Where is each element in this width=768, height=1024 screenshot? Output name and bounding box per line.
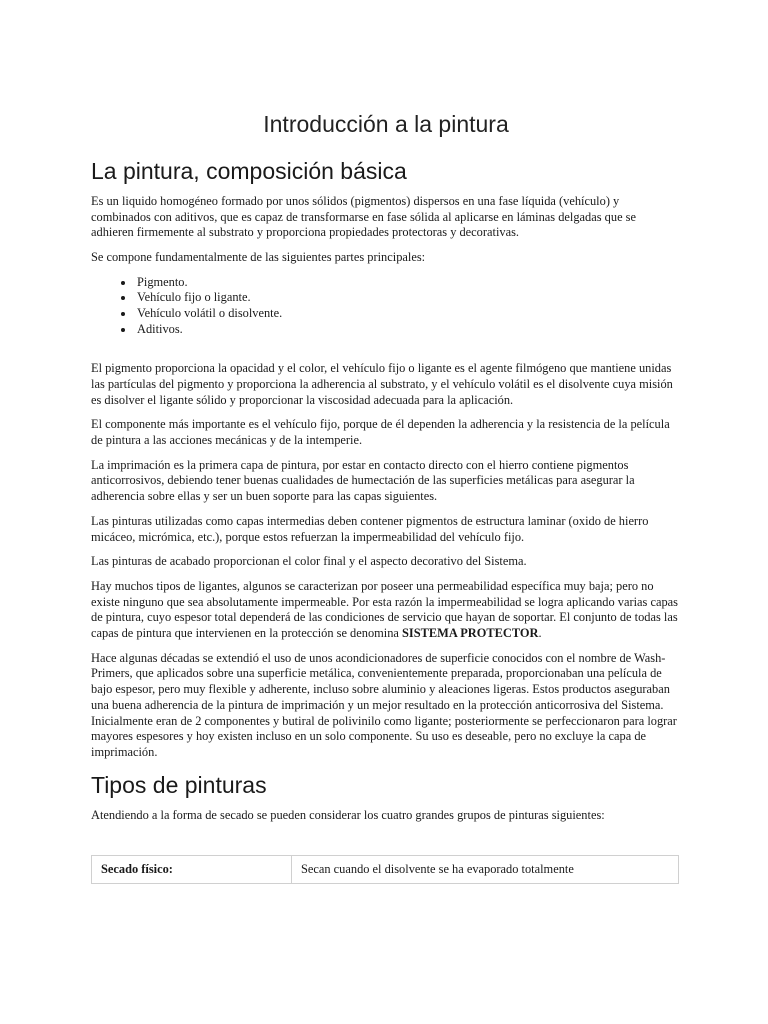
table-cell-label: Secado físico:: [92, 856, 292, 884]
paragraph-drying-intro: Atendiendo a la forma de secado se pueden considerar los cuatro grandes grupos de pinturas siguientes:: [91, 807, 605, 822]
paragraph-definition: Es un liquido homogéneo formado por unos sólidos (pigmentos) dispersos en una fase líquida (vehículo) y combinados con aditivos, que es capaz de transformarse en fase sólida al aplicarse en láminas delgadas que se adhieren firmemente al substrato y proporciona propiedades protectoras y decorativas.: [91, 194, 636, 240]
paragraph-binders: [91, 579, 681, 642]
paragraph-pigment: El pigmento proporciona la opacidad y el color, el vehículo fijo o ligante es el agente filmógeno que mantiene unidas las partículas del pigmento y proporciona la adherencia al substrato, y el vehículo volátil es el disolvente cuya misión es disolver el ligante sólido y proporcionar la viscosidad adecuada para la aplicación.: [91, 361, 673, 407]
document-title: Introducción a la pintura: [263, 111, 509, 137]
paragraph-intermediate: Las pinturas utilizadas como capas intermedias deben contener pigmentos de estructura laminar (oxido de hierro micáceo, micrómica, etc.), porque estos refuerzan la impermeabilidad del vehículo fijo.: [91, 513, 649, 544]
list-item: • Vehículo fijo o ligante.: [135, 290, 681, 306]
section-heading-composition: La pintura, composición básica: [91, 158, 407, 184]
table-cell-description: Secan cuando el disolvente se ha evaporado totalmente: [292, 856, 679, 884]
paragraph-binders-text: Hay muchos tipos de ligantes, algunos se caracterizan por poseer una permeabilidad específica muy baja; pero no existe ninguno que sea absolutamente impermeable. Por esta razón la impermeabilidad se logra aplicando varias capas de pintura, cuyo espesor total dependerá de las condiciones de servicio que hayan de soportar. El conjunto de todas las capas de pintura que intervienen en la protección se denomina: [91, 578, 678, 641]
section-heading-paint-types: Tipos de pinturas: [91, 771, 267, 798]
paragraph-primer: La imprimación es la primera capa de pintura, por estar en contacto directo con el hierro contiene pigmentos anticorrosivos, debiendo tener buenas cualidades de humectación de las superficies metálicas para asegurar la adherencia sobre ellas y ser un buen soporte para las capas siguientes.: [91, 457, 635, 504]
document-content: [91, 108, 681, 884]
list-item: • Aditivos.: [135, 322, 681, 338]
paragraph-parts-intro: Se compone fundamentalmente de las siguientes partes principales:: [91, 250, 426, 265]
parts-list: [91, 275, 681, 337]
sistema-protector-term: SISTEMA PROTECTOR: [402, 626, 539, 641]
paragraph-binders-end: .: [538, 626, 542, 641]
drying-table: [91, 855, 679, 884]
list-item: • Pigmento.: [135, 275, 681, 291]
paragraph-main-component: El componente más importante es el vehículo fijo, porque de él dependen la adherencia y la resistencia de la película de pintura a las acciones mecánicas y de la intemperie.: [91, 417, 670, 447]
list-item: • Vehículo volátil o disolvente.: [135, 306, 681, 322]
paragraph-wash-primers: Hace algunas décadas se extendió el uso de unos acondicionadores de superficie conocidos con el nombre de Wash-Primers, que aplicados sobre una superficie metálica, convenientemente preparada, proporcionaban una película de bajo espesor, pero muy flexible y adherente, incluso sobre aluminio y aleaciones ligeras. Estos productos aseguraban una buena adherencia de la pintura de imprimación y un mejor resultado en la protección anticorrosiva del Sistema. Inicialmente eran de 2 componentes y butiral de polivinilo como ligante; posteriormente se perfeccionaron para lograr mayores espesores y hoy existen incluso en un solo componente. Su uso es deseable, pero no excluye la capa de imprimación.: [91, 650, 677, 759]
paragraph-finish: Las pinturas de acabado proporcionan el color final y el aspecto decorativo del Sistema.: [91, 554, 527, 569]
table-row: [92, 856, 679, 884]
